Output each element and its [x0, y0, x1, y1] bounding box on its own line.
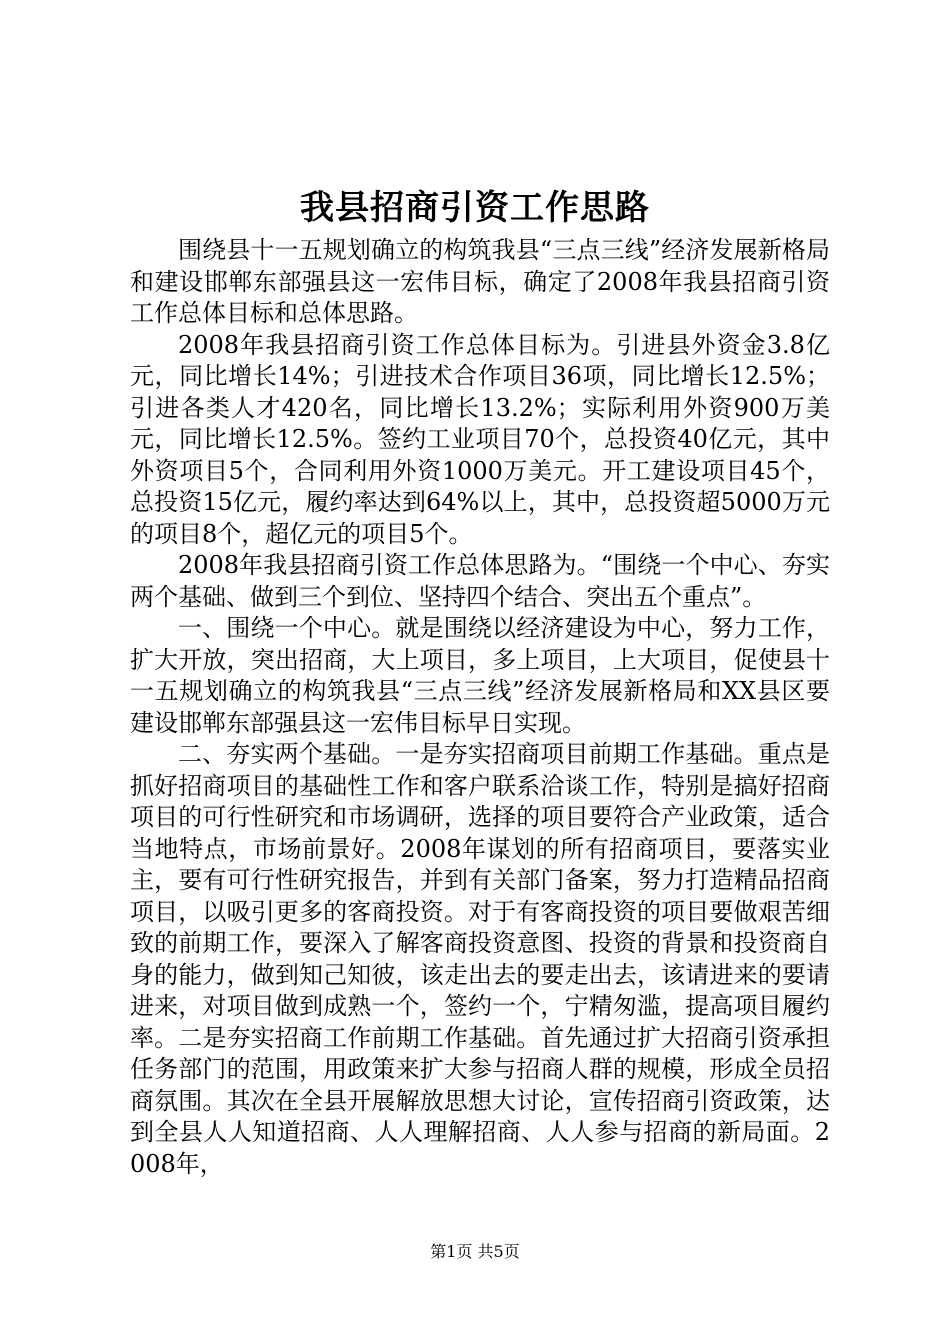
paragraph-one-center: 一、围绕一个中心。就是围绕以经济建设为中心，努力工作，扩大开放，突出招商，大上项目，多上项目，上大项目，促使县十一五规划确立的构筑我县“三点三线”经济发展新格局和XX县区要建设邯郸东部强县这一宏伟目标早日实现。	[130, 614, 830, 737]
document-body	[130, 235, 830, 1180]
document-title: 我县招商引资工作思路	[300, 188, 650, 228]
paragraph-overall-goals: 2008年我县招商引资工作总体目标为。引进县外资金3.8亿元，同比增长14%；引进技术合作项目36项，同比增长12.5%；引进各类人才420名，同比增长13.2%；实际利用外资900万美元，同比增长12.5%。签约工业项目70个，总投资40亿元，其中外资项目5个，合同利用外资1000万美元。开工建设项目45个，总投资15亿元，履约率达到64%以上，其中，总投资超5000万元的项目8个，超亿元的项目5个。	[130, 330, 830, 548]
page-number-footer: 第1页 共5页	[430, 1242, 520, 1261]
paragraph-intro: 围绕县十一五规划确立的构筑我县“三点三线”经济发展新格局和建设邯郸东部强县这一宏伟目标，确定了2008年我县招商引资工作总体目标和总体思路。	[130, 236, 830, 327]
paragraph-two-foundations: 二、夯实两个基础。一是夯实招商项目前期工作基础。重点是抓好招商项目的基础性工作和客户联系洽谈工作，特别是搞好招商项目的可行性研究和市场调研，选择的项目要符合产业政策，适合当地特点，市场前景好。2008年谋划的所有招商项目，要落实业主，要有可行性研究报告，并到有关部门备案，努力打造精品招商项目，以吸引更多的客商投资。对于有客商投资的项目要做艰苦细致的前期工作，要深入了解客商投资意图、投资的背景和投资商自身的能力，做到知己知彼，该走出去的要走出去，该请进来的要请进来，对项目做到成熟一个，签约一个，宁精匆滥，提高项目履约率。二是夯实招商工作前期工作基础。首先通过扩大招商引资承担任务部门的范围，用政策来扩大参与招商人群的规模，形成全员招商氛围。其次在全县开展解放思想大讨论，宣传招商引资政策，达到全县人人知道招商、人人理解招商、人人参与招商的新局面。2008年，	[130, 740, 830, 1178]
paragraph-overall-approach: 2008年我县招商引资工作总体思路为。“围绕一个中心、夯实两个基础、做到三个到位、坚持四个结合、突出五个重点”。	[130, 551, 830, 611]
